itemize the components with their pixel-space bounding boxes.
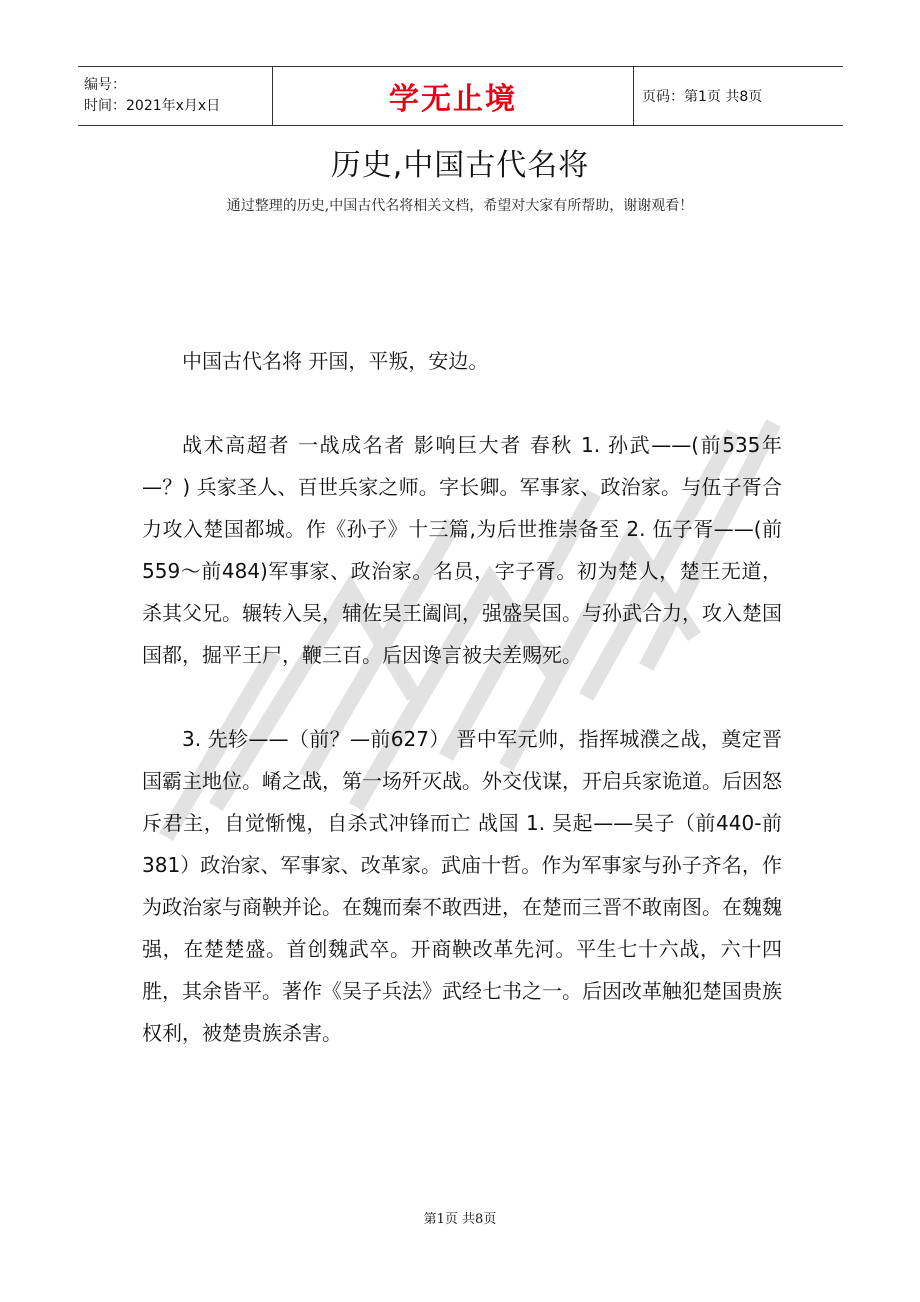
brand-text: 学无止境 bbox=[389, 82, 517, 117]
time-label: 时间：2021年x月x日 bbox=[84, 98, 221, 114]
paragraph: 3. 先轸——（前？—前627） 晋中军元帅，指挥城濮之战，奠定晋国霸主地位。崤之战，第一场歼灭战。外交伐谋，开启兵家诡道。后因怒斥君主，自觉惭愧，自杀式冲锋而亡 战国 1. 吴起——吴子（前440-前381）政治家、军事家、改革家。武庙十哲。作为军事家与孙子齐名，作为政治家与商鞅并论。在魏而秦不敢西进，在楚而三晋不敢南图。在魏魏强，在楚楚盛。首创魏武卒。开商鞅改革先河。平生七十六战，六十四胜，其余皆平。著作《吴子兵法》武经七书之一。后因改革触犯楚国贵族权利，被楚贵族杀害。 bbox=[142, 727, 782, 1045]
paragraph: 战术高超者 一战成名者 影响巨大者 春秋 1. 孙武——(前535年—？) 兵家圣人、百世兵家之师。字长卿。军事家、政治家。与伍子胥合力攻入楚国都城。作《孙子》十三篇,为后世推崇备至 2. 伍子胥——(前559～前484)军事家、政治家。名员，字子胥。初为楚人，楚王无道，杀其父兄。辗转入吴，辅佐吴王阖闾，强盛吴国。与孙武合力，攻入楚国国都，掘平王尸，鞭三百。后因谗言被夫差赐死。 bbox=[142, 433, 782, 667]
document-body bbox=[142, 340, 782, 1096]
paragraph: 中国古代名将 开国，平叛，安边。 bbox=[182, 349, 489, 373]
number-label: 编号： bbox=[84, 77, 126, 93]
header-brand-cell bbox=[273, 67, 634, 125]
header-meta bbox=[78, 67, 273, 125]
page-info-text: 页码：第1页 共8页 bbox=[642, 89, 763, 105]
header-page-info bbox=[634, 67, 843, 125]
page-footer: 第1页 共8页 bbox=[423, 1212, 497, 1227]
subtitle: 通过整理的历史,中国古代名将相关文档，希望对大家有所帮助，谢谢观看！ bbox=[226, 198, 694, 214]
page-title: 历史,中国古代名将 bbox=[330, 148, 590, 183]
document-header bbox=[78, 66, 843, 126]
